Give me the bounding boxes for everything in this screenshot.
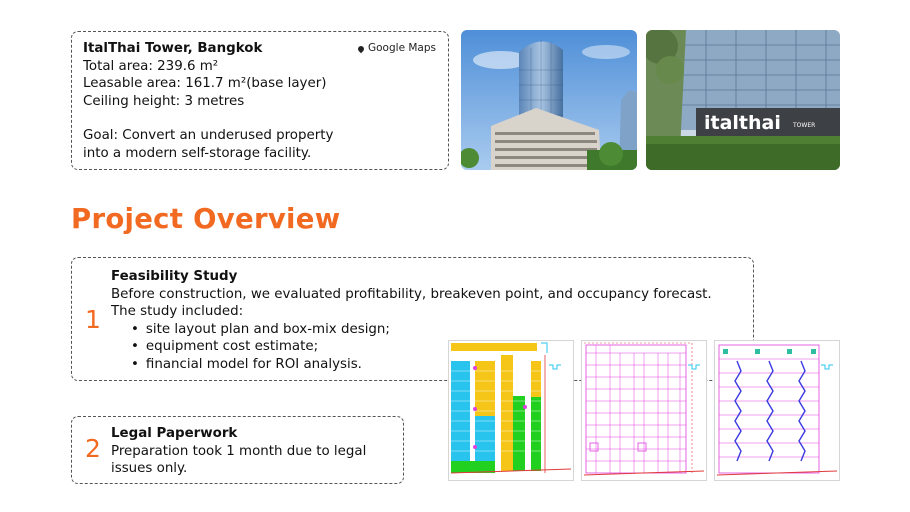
goal-line-1: Goal: Convert an underused property (83, 128, 334, 144)
leasable-area: Leasable area: 161.7 m²(base layer) (83, 76, 327, 92)
study-intro: The study included: (111, 304, 244, 320)
step-description-2b: issues only. (111, 461, 188, 477)
list-item: • site layout plan and box-mix design; (131, 321, 712, 339)
box-mix-floor-plan (448, 340, 574, 481)
step-heading-2: Legal Paperwork (111, 426, 238, 441)
list-item: • financial model for ROI analysis. (131, 356, 712, 374)
goal-line-2: into a modern self-storage facility. (83, 145, 312, 161)
step-description-2a: Preparation took 1 month due to legal (111, 443, 367, 459)
property-info-card (71, 31, 449, 170)
equipment-floor-plan (714, 340, 840, 481)
tower-entrance-photo (646, 30, 840, 170)
layout-grid-floor-plan (581, 340, 707, 481)
step-number-1: 1 (85, 305, 101, 334)
step-heading-1: Feasibility Study (111, 269, 238, 284)
google-maps-link[interactable] (358, 40, 436, 58)
property-name: ItalThai Tower, Bangkok (83, 41, 263, 56)
step-number-2: 2 (85, 434, 101, 463)
ceiling-height: Ceiling height: 3 metres (83, 93, 245, 109)
italthai-sign-subtext: TOWER (793, 122, 816, 129)
section-title: Project Overview (71, 203, 341, 235)
total-area: Total area: 239.6 m² (83, 58, 219, 74)
google-maps-label: Google Maps (368, 42, 436, 54)
legal-paperwork-text (111, 425, 366, 478)
step-description-1: Before construction, we evaluated profitability, breakeven point, and occupancy forecast. (111, 286, 712, 302)
map-pin-icon (357, 45, 365, 53)
tower-exterior-photo (461, 30, 637, 170)
list-item: • equipment cost estimate; (131, 338, 712, 356)
italthai-sign-text: italthai (704, 112, 781, 134)
